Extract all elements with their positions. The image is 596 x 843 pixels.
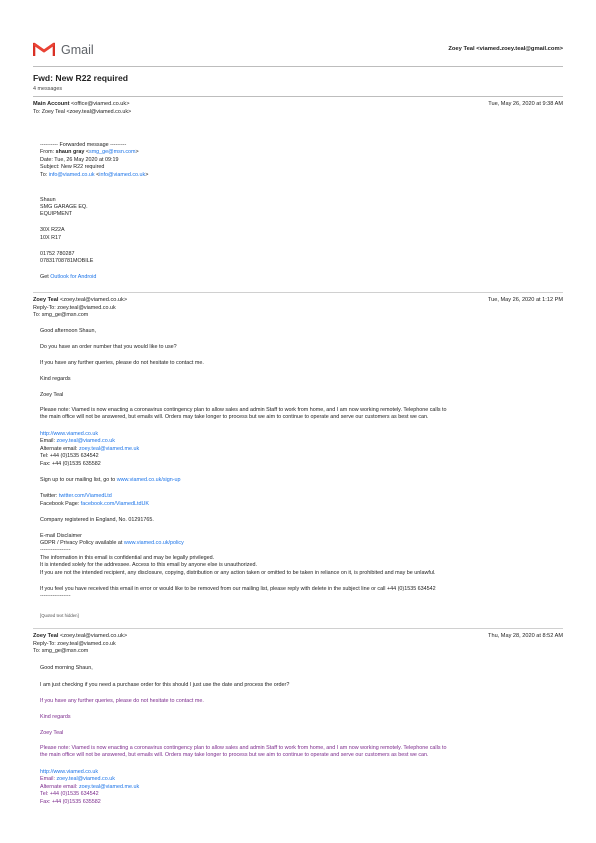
confidential-text: It is intended solely for the addressee. Access to this email by anyone else is unauthorized. — [40, 562, 257, 568]
message-count: 4 messages — [33, 86, 63, 92]
email-link[interactable]: smg_ge@msn.com — [89, 149, 136, 155]
dashes: ----------------- — [40, 547, 71, 553]
app-name: Gmail — [61, 43, 94, 57]
company-line: Company registered in England, No. 01291765. — [40, 517, 154, 523]
gmail-logo-icon — [33, 41, 55, 57]
signature-line: Shaun — [40, 197, 56, 203]
sender-name: Main Account — [33, 101, 70, 107]
header-divider — [33, 66, 563, 67]
forwarded-date: Date: Tue, 26 May 2020 at 09:19 — [40, 157, 119, 163]
twitter-line: Twitter: twitter.com/ViamedLtd — [40, 493, 112, 499]
order-line: 30X R22A — [40, 227, 65, 233]
order-line: 10X R17 — [40, 235, 61, 241]
message-2-to: To: smg_ge@msn.com — [33, 312, 89, 318]
account-user: Zoey Teal <viamed.zoey.teal@gmail.com> — [448, 46, 563, 52]
notice-text: the main office will not be answered, but emails will. Orders may take longer to process but we aim to continue to operate and serve our customers as best we can. — [40, 414, 429, 420]
gmail-header — [33, 38, 563, 64]
message-divider — [33, 628, 563, 629]
confidential-text: The information in this email is confidential and may be legally privileged. — [40, 555, 215, 561]
forwarded-from: From: shaun gray <smg_ge@msn.com> — [40, 149, 139, 155]
website-link[interactable]: http://www.viamed.co.uk — [40, 769, 99, 775]
forwarded-subject: Subject: New R22 required — [40, 164, 105, 170]
notice-text: the main office will not be answered, but emails will. Orders may take longer to process but we aim to continue to operate and serve our customers as best we can. — [40, 752, 429, 758]
email-link[interactable]: info@viamed.co.uk — [48, 172, 95, 178]
body-text: Do you have an order number that you would like to use? — [40, 344, 177, 350]
forwarded-header: ---------- Forwarded message --------- — [40, 142, 127, 148]
get-outlook: Get Outlook for Android — [40, 274, 97, 280]
email-line: Email: zoey.teal@viamed.co.uk — [40, 776, 115, 782]
sender-email: <office@viamed.co.uk> — [69, 101, 130, 107]
quoted-text-toggle[interactable]: [Quoted text hidden] — [40, 613, 79, 618]
policy-link[interactable]: www.viamed.co.uk/policy — [123, 540, 184, 546]
signature-line: SMG GARAGE EQ. — [40, 204, 88, 210]
body-text: Kind regards — [40, 376, 71, 382]
message-3-date: Thu, May 28, 2020 at 8:52 AM — [488, 633, 563, 639]
body-text: Zoey Teal — [40, 730, 64, 736]
phone-line: 07831708781MOBILE — [40, 258, 94, 264]
message-1-to: To: Zoey Teal <zoey.teal@viamed.co.uk> — [33, 109, 132, 115]
notice-text: Please note: Viamed is now enacting a coronavirus contingency plan to allow sales and admin Staff to work from home, and I am now working remotely. Telephone calls to — [40, 407, 447, 413]
fax-line: Fax: +44 (0)1535 635582 — [40, 799, 101, 805]
outlook-link[interactable]: Outlook for Android — [50, 274, 97, 280]
sender-email: <zoey.teal@viamed.co.uk> — [58, 297, 128, 303]
message-3-to: To: smg_ge@msn.com — [33, 648, 89, 654]
sender-name: Zoey Teal — [33, 297, 59, 303]
email-line: Email: zoey.teal@viamed.co.uk — [40, 438, 115, 444]
message-2-sender — [33, 297, 127, 305]
email-link[interactable]: zoey.teal@viamed.me.uk — [78, 784, 140, 790]
gdpr-line: GDPR / Privacy Policy available at www.viamed.co.uk/policy — [40, 540, 184, 546]
greeting: Good morning Shaun, — [40, 665, 93, 671]
sender-name: Zoey Teal — [33, 633, 59, 639]
signup-line: Sign up to our mailing list, go to www.viamed.co.uk/sign-up — [40, 477, 181, 483]
reply-to: Reply-To: zoey.teal@viamed.co.uk — [33, 305, 116, 311]
body-text: I am just checking if you need a purchase order for this should I just use the date and process the order? — [40, 682, 290, 688]
message-3-sender — [33, 633, 127, 641]
confidential-text: If you are not the intended recipient, any disclosure, copying, distribution or any action taken or omitted to be taken in reliance on it, is prohibited and may be unlawful. — [40, 570, 436, 576]
fax-line: Fax: +44 (0)1535 635582 — [40, 461, 101, 467]
phone-line: 01752 780287 — [40, 251, 75, 257]
email-link[interactable]: zoey.teal@viamed.co.uk — [56, 776, 115, 782]
message-2-date: Tue, May 26, 2020 at 1:12 PM — [487, 297, 563, 303]
email-link[interactable]: zoey.teal@viamed.co.uk — [56, 438, 115, 444]
email-link[interactable]: zoey.teal@viamed.me.uk — [78, 446, 140, 452]
reply-to: Reply-To: zoey.teal@viamed.co.uk — [33, 641, 116, 647]
facebook-link[interactable]: facebook.com/ViamedLtdUK — [80, 501, 149, 507]
body-text: If you have any further queries, please do not hesitate to contact me. — [40, 698, 204, 704]
tel-line: Tel: +44 (0)1535 634542 — [40, 791, 99, 797]
removal-text: If you feel you have received this email in error or would like to be removed from our mailing list, please reply with delete in the subject line or call +44 (0)1535 634542 — [40, 586, 436, 592]
disclaimer-title: E-mail Disclaimer — [40, 533, 82, 539]
alt-email-line: Alternate email: zoey.teal@viamed.me.uk — [40, 784, 140, 790]
message-divider — [33, 292, 563, 293]
signup-link[interactable]: www.viamed.co.uk/sign-up — [116, 477, 181, 483]
notice-text: Please note: Viamed is now enacting a coronavirus contingency plan to allow sales and admin Staff to work from home, and I am now working remotely. Telephone calls to — [40, 745, 447, 751]
greeting: Good afternoon Shaun, — [40, 328, 97, 334]
facebook-line: Facebook Page: facebook.com/ViamedLtdUK — [40, 501, 149, 507]
website-link[interactable]: http://www.viamed.co.uk — [40, 431, 99, 437]
twitter-link[interactable]: twitter.com/ViamedLtd — [58, 493, 112, 499]
body-text: If you have any further queries, please do not hesitate to contact me. — [40, 360, 204, 366]
message-1-date: Tue, May 26, 2020 at 9:38 AM — [488, 101, 563, 107]
email-link[interactable]: info@viamed.co.uk — [99, 172, 146, 178]
dashes: ----------------- — [40, 593, 71, 599]
subject-divider — [33, 96, 563, 97]
body-text: Zoey Teal — [40, 392, 64, 398]
sender-email: <zoey.teal@viamed.co.uk> — [58, 633, 128, 639]
message-1-sender — [33, 101, 129, 109]
signature-line: EQUIPMENT — [40, 211, 73, 217]
body-text: Kind regards — [40, 714, 71, 720]
thread-subject: Fwd: New R22 required — [33, 73, 129, 83]
tel-line: Tel: +44 (0)1535 634542 — [40, 453, 99, 459]
forwarded-to: To: info@viamed.co.uk <info@viamed.co.uk> — [40, 172, 149, 178]
alt-email-line: Alternate email: zoey.teal@viamed.me.uk — [40, 446, 140, 452]
